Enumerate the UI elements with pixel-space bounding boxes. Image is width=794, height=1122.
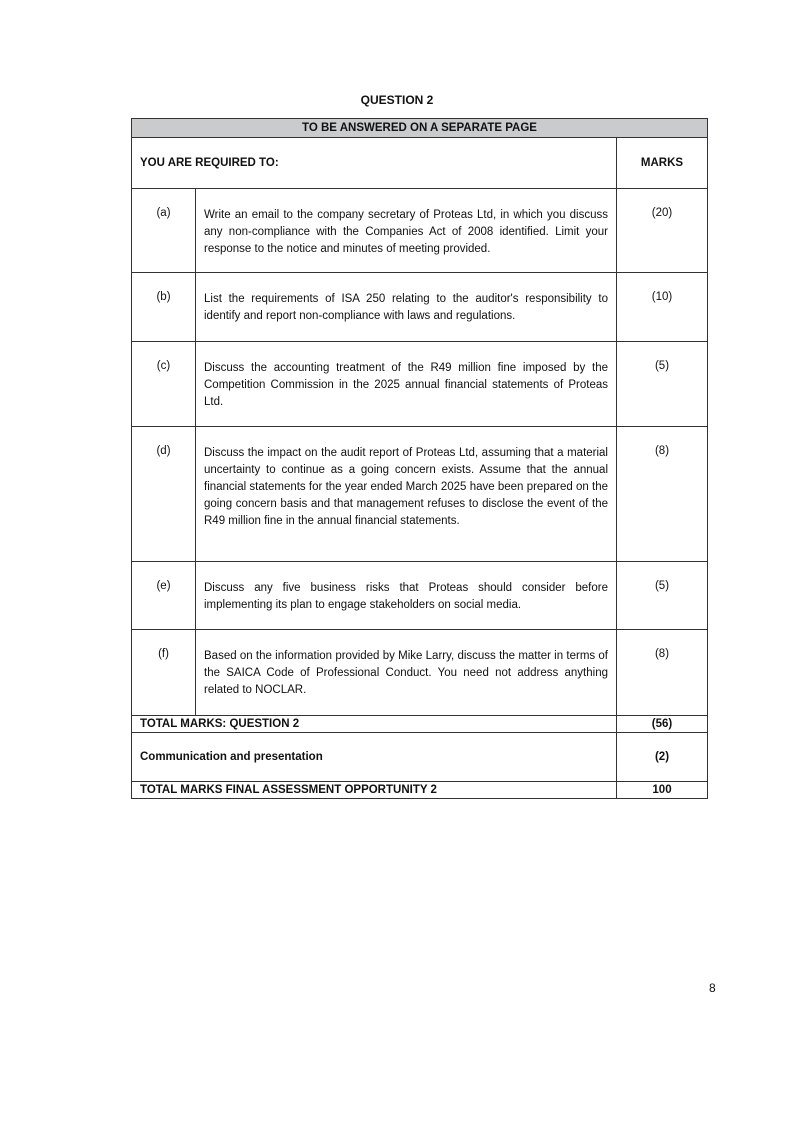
question-table — [131, 118, 708, 799]
item-marks: (5) — [654, 360, 670, 372]
table-row — [132, 629, 707, 715]
communication-row — [132, 732, 707, 781]
total-marks: (56) — [651, 718, 673, 730]
item-label: (b) — [132, 273, 196, 341]
total-row — [132, 715, 707, 732]
marks-heading: MARKS — [640, 157, 684, 169]
item-text: Discuss any five business risks that Proteas should consider before implementing its plan to engage stakeholders on social media. — [196, 562, 617, 629]
final-total-row — [132, 781, 707, 798]
item-marks: (8) — [654, 648, 670, 660]
item-text: List the requirements of ISA 250 relating to the auditor's responsibility to identify and report non-compliance with laws and regulations. — [196, 273, 617, 341]
table-row — [132, 561, 707, 629]
final-total-marks: 100 — [652, 784, 672, 796]
table-row — [132, 341, 707, 426]
table-row — [132, 272, 707, 341]
page-number: 8 — [709, 981, 716, 995]
item-label: (e) — [132, 562, 196, 629]
communication-marks: (2) — [654, 751, 670, 763]
item-label: (c) — [132, 342, 196, 426]
item-text: Write an email to the company secretary of Proteas Ltd, in which you discuss any non-compliance with the Companies Act of 2008 identified. Limit your response to the notice and minutes of meeting provided. — [196, 189, 617, 272]
final-total-label: TOTAL MARKS FINAL ASSESSMENT OPPORTUNITY 2 — [132, 782, 617, 798]
table-row — [132, 188, 707, 272]
required-heading: YOU ARE REQUIRED TO: — [132, 138, 617, 188]
item-marks: (8) — [654, 445, 670, 457]
item-text: Discuss the impact on the audit report of Proteas Ltd, assuming that a material uncertainty to continue as a going concern exists. Assume that the annual financial statements for the year ended March 2025 have been prepared on the going concern basis and that management refuses to disclose the event of the R49 million fine in the annual financial statements. — [196, 427, 617, 561]
total-label: TOTAL MARKS: QUESTION 2 — [132, 716, 617, 732]
item-marks: (10) — [651, 291, 673, 303]
table-row — [132, 426, 707, 561]
item-text: Based on the information provided by Mike Larry, discuss the matter in terms of the SAICA Code of Professional Conduct. You need not address anything related to NOCLAR. — [196, 630, 617, 715]
item-label: (a) — [132, 189, 196, 272]
communication-label: Communication and presentation — [132, 733, 617, 781]
header-row — [132, 137, 707, 188]
separate-page-banner: TO BE ANSWERED ON A SEPARATE PAGE — [132, 119, 707, 137]
item-text: Discuss the accounting treatment of the R49 million fine imposed by the Competition Commission in the 2025 annual financial statements of Proteas Ltd. — [196, 342, 617, 426]
item-label: (d) — [132, 427, 196, 561]
item-marks: (5) — [654, 580, 670, 592]
question-title: QUESTION 2 — [360, 93, 434, 107]
item-label: (f) — [132, 630, 196, 715]
item-marks: (20) — [651, 207, 673, 219]
